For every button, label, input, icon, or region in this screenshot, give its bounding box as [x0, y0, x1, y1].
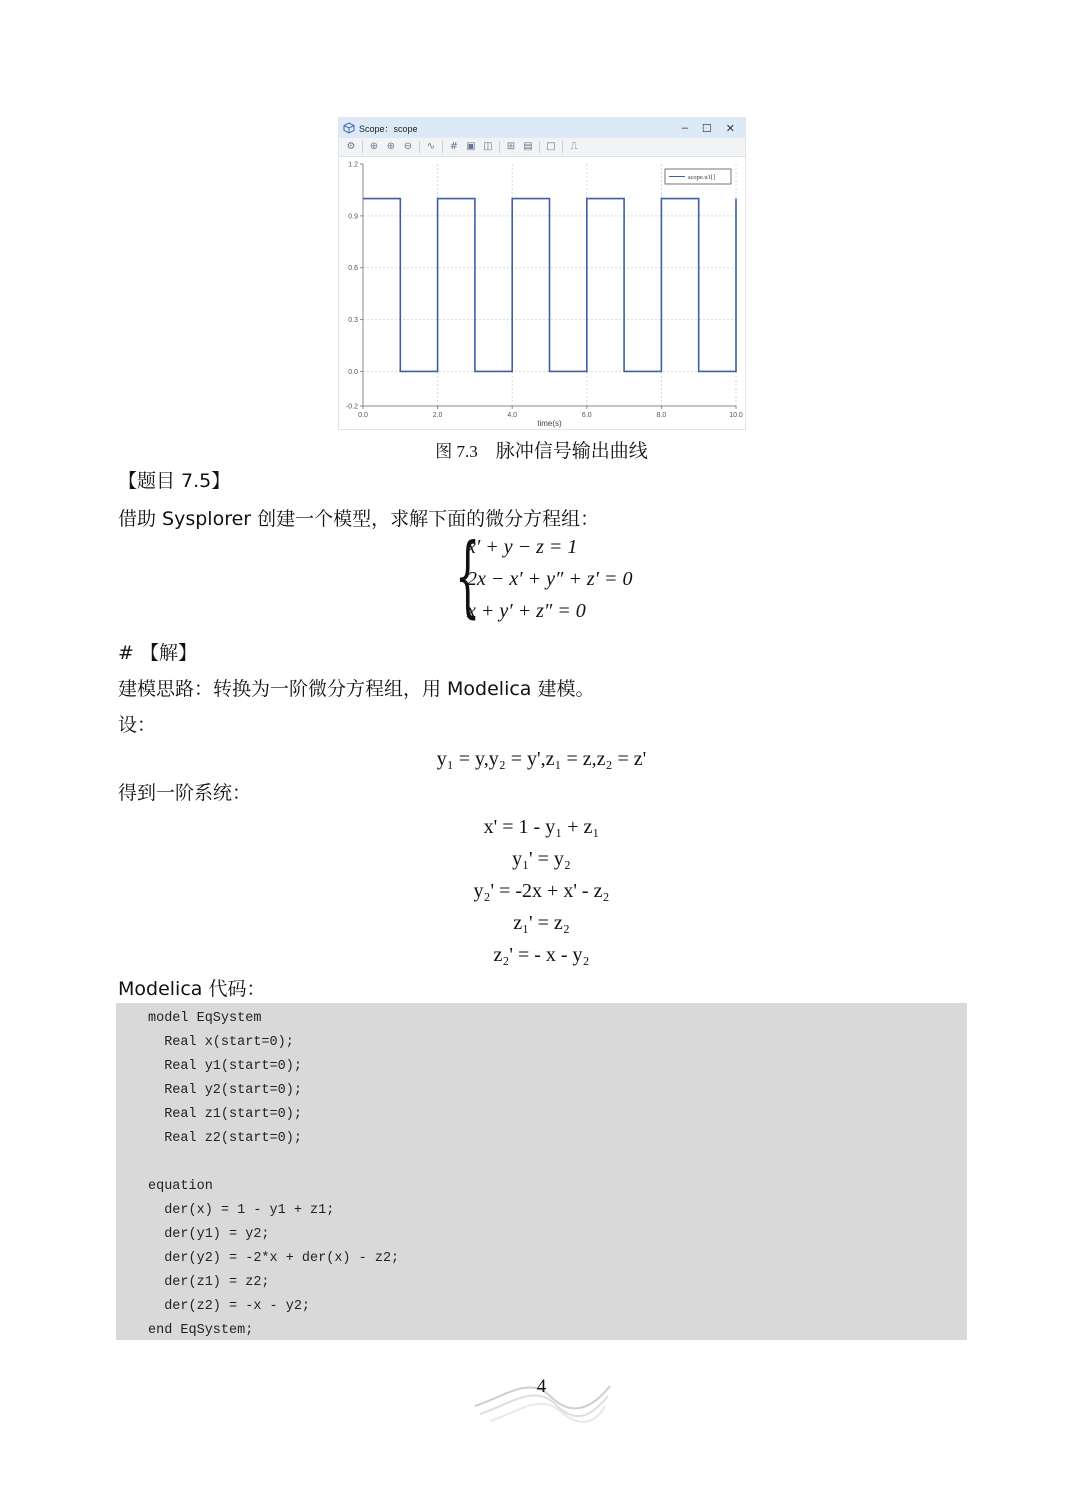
page-number: 4 [536, 1376, 547, 1397]
code-line: Real z2(start=0); [148, 1131, 302, 1146]
equation-line: x + y′ + z″ = 0 [467, 600, 586, 622]
code-line: der(z1) = z2; [148, 1275, 270, 1290]
maximize-button[interactable]: ☐ [701, 122, 712, 135]
zoom-fit-icon[interactable]: ⊕ [369, 141, 379, 152]
figure-number: 图 7.3 [435, 442, 478, 461]
solution-heading: # 【解】 [118, 642, 197, 664]
cube-icon [343, 122, 355, 134]
first-order-equation: y₁' = y₂ [512, 848, 571, 870]
first-order-equation: y₂' = -2x + x' - z₂ [473, 880, 610, 902]
approach-text: 建模思路：转换为一阶微分方程组，用 Modelica 建模。 [118, 678, 595, 700]
code-block [116, 1003, 967, 1340]
code-line: Real x(start=0); [148, 1035, 294, 1050]
code-line: der(z2) = -x - y2; [148, 1299, 311, 1314]
x-tick-label: 0.0 [358, 412, 368, 419]
scope-title: Scope：scope [359, 123, 418, 134]
figure-caption [0, 436, 1083, 463]
code-line: Real z1(start=0); [148, 1107, 302, 1122]
substitution-equation: y₁ = y,y₂ = y',z₁ = z,z₂ = z' [436, 748, 647, 770]
series-line [363, 199, 736, 372]
let-label: 设： [118, 714, 157, 736]
scope-toolbar [339, 138, 745, 157]
scope-window [338, 117, 746, 430]
layout-icon[interactable]: ⊞ [506, 141, 516, 152]
grid-icon[interactable]: # [449, 141, 459, 152]
signal-icon[interactable]: ⎍ [570, 141, 578, 152]
x-tick-label: 8.0 [656, 412, 667, 419]
first-order-equation: x' = 1 - y₁ + z₁ [483, 816, 600, 838]
toolbar-separator [419, 141, 420, 153]
x-tick-label: 2.0 [432, 412, 443, 419]
toolbar-separator [442, 141, 443, 153]
code-line: der(y2) = -2*x + der(x) - z2; [148, 1251, 400, 1266]
select-box-icon[interactable]: □ [546, 141, 556, 152]
toolbar-separator [539, 141, 540, 153]
code-line: der(y1) = y2; [148, 1227, 270, 1242]
legend-label: scope.u1[] [688, 174, 716, 181]
y-tick-label: 0.6 [348, 265, 358, 273]
equation-system [455, 524, 655, 628]
code-line: Real y1(start=0); [148, 1059, 302, 1074]
x-tick-label: 6.0 [581, 412, 592, 419]
toolbar-separator [562, 141, 563, 153]
code-line: end EqSystem; [148, 1323, 254, 1338]
toolbar-separator [362, 141, 363, 153]
problem-statement: 借助 Sysplorer 创建一个模型，求解下面的微分方程组： [118, 508, 600, 530]
code-line: equation [148, 1179, 213, 1194]
code-label: Modelica 代码： [118, 978, 266, 1000]
equation-line: 2x − x′ + y″ + z′ = 0 [467, 568, 633, 590]
copy-image-icon[interactable]: ◫ [483, 141, 493, 152]
curve-icon[interactable]: ∿ [426, 141, 436, 152]
left-brace: { [455, 524, 481, 627]
toolbar-separator [499, 141, 500, 153]
color-icon[interactable]: ▤ [523, 141, 533, 152]
scope-plot[interactable] [339, 156, 745, 429]
x-tick-label: 4.0 [507, 412, 518, 419]
y-tick-label: 0.3 [348, 317, 358, 325]
scope-titlebar [339, 118, 745, 138]
code-line: Real y2(start=0); [148, 1083, 302, 1098]
code-line: model EqSystem [148, 1011, 262, 1026]
export-image-icon[interactable]: ▣ [466, 141, 476, 152]
scope-title-area [343, 122, 418, 135]
y-tick-label: 0.0 [348, 368, 358, 376]
zoom-in-icon[interactable]: ⊕ [386, 141, 396, 152]
settings-icon[interactable]: ⚙ [346, 141, 356, 152]
close-button[interactable]: ✕ [725, 122, 735, 135]
first-order-equation: z₁' = z₂ [513, 912, 570, 934]
figure-caption-text: 脉冲信号输出曲线 [495, 440, 648, 462]
y-tick-label: 0.9 [348, 213, 358, 221]
first-order-label: 得到一阶系统： [118, 782, 252, 804]
x-tick-label: 10.0 [729, 412, 743, 419]
y-tick-label: 1.2 [348, 161, 358, 169]
y-tick-label: -0.2 [345, 403, 358, 411]
first-order-equation: z₂' = - x - y₂ [493, 944, 590, 966]
zoom-out-icon[interactable]: ⊖ [403, 141, 413, 152]
minimize-button[interactable]: – [681, 121, 688, 134]
code-line: der(x) = 1 - y1 + z1; [148, 1203, 335, 1218]
equation-line: x′ + y − z = 1 [467, 536, 578, 558]
problem-title: 【题目 7.5】 [118, 470, 231, 492]
x-axis-label: time(s) [537, 419, 562, 428]
